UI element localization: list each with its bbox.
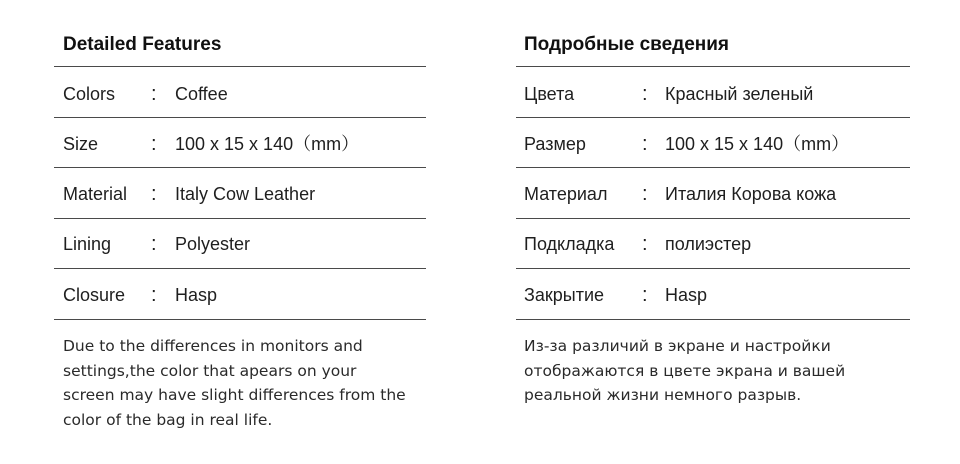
feature-value: 100 x 15 x 140（mm）	[175, 134, 360, 154]
feature-label: Материал	[524, 184, 608, 204]
feature-colon: :	[151, 284, 157, 306]
divider	[516, 66, 910, 67]
feature-label: Закрытие	[524, 285, 605, 305]
color-disclaimer	[63, 334, 453, 432]
feature-value: полиэстер	[665, 234, 752, 254]
feature-value: Hasp	[175, 285, 218, 305]
feature-row-lining	[516, 219, 910, 269]
color-disclaimer	[524, 334, 874, 408]
feature-row-closure	[516, 270, 910, 320]
feature-value: 100 x 15 x 140（mm）	[665, 134, 850, 154]
feature-value: Polyester	[175, 234, 251, 254]
feature-colon: :	[151, 133, 157, 155]
feature-row-material	[516, 169, 910, 219]
feature-colon: :	[151, 83, 157, 105]
feature-value: Italy Cow Leather	[175, 184, 316, 204]
feature-value: Красный зеленый	[665, 84, 814, 104]
divider	[54, 117, 426, 118]
divider	[54, 66, 426, 67]
divider	[54, 167, 426, 168]
feature-label: Material	[63, 184, 128, 204]
disclaimer-line: settings,the color that apears on your	[63, 361, 357, 380]
divider	[54, 319, 426, 320]
panel-title: Detailed Features	[63, 34, 222, 55]
feature-label: Closure	[63, 285, 126, 305]
feature-row-size	[516, 119, 910, 169]
feature-value: Coffee	[175, 84, 228, 104]
feature-row-closure	[54, 270, 426, 320]
disclaimer-line: реальной жизни немного разрыв.	[524, 386, 802, 404]
feature-label: Размер	[524, 134, 586, 154]
feature-row-material	[54, 169, 426, 219]
divider	[516, 319, 910, 320]
feature-colon: :	[642, 183, 648, 205]
feature-value: Hasp	[665, 285, 708, 305]
disclaimer-line: Из-за различий в экране и настройки	[524, 337, 831, 355]
divider	[516, 117, 910, 118]
panel-title: Подробные сведения	[524, 34, 730, 55]
feature-label: Colors	[63, 84, 116, 104]
feature-row-lining	[54, 219, 426, 269]
divider	[516, 268, 910, 269]
disclaimer-line: color of the bag in real life.	[63, 410, 273, 429]
feature-value: Италия Корова кожа	[665, 184, 837, 204]
disclaimer-line: screen may have slight differences from the	[63, 386, 406, 404]
feature-colon: :	[642, 83, 648, 105]
feature-label: Подкладка	[524, 234, 615, 254]
feature-colon: :	[151, 233, 157, 255]
feature-row-colors	[54, 69, 426, 119]
feature-row-size	[54, 119, 426, 169]
disclaimer-line: отображаются в цвете экрана и вашей	[524, 361, 846, 380]
feature-colon: :	[151, 183, 157, 205]
divider	[54, 268, 426, 269]
feature-colon: :	[642, 233, 648, 255]
feature-label: Lining	[63, 234, 112, 254]
divider	[516, 167, 910, 168]
feature-colon: :	[642, 284, 648, 306]
feature-label: Цвета	[524, 84, 575, 104]
disclaimer-line: Due to the differences in monitors and	[63, 337, 363, 355]
feature-colon: :	[642, 133, 648, 155]
feature-row-colors	[516, 69, 910, 119]
feature-label: Size	[63, 134, 99, 154]
